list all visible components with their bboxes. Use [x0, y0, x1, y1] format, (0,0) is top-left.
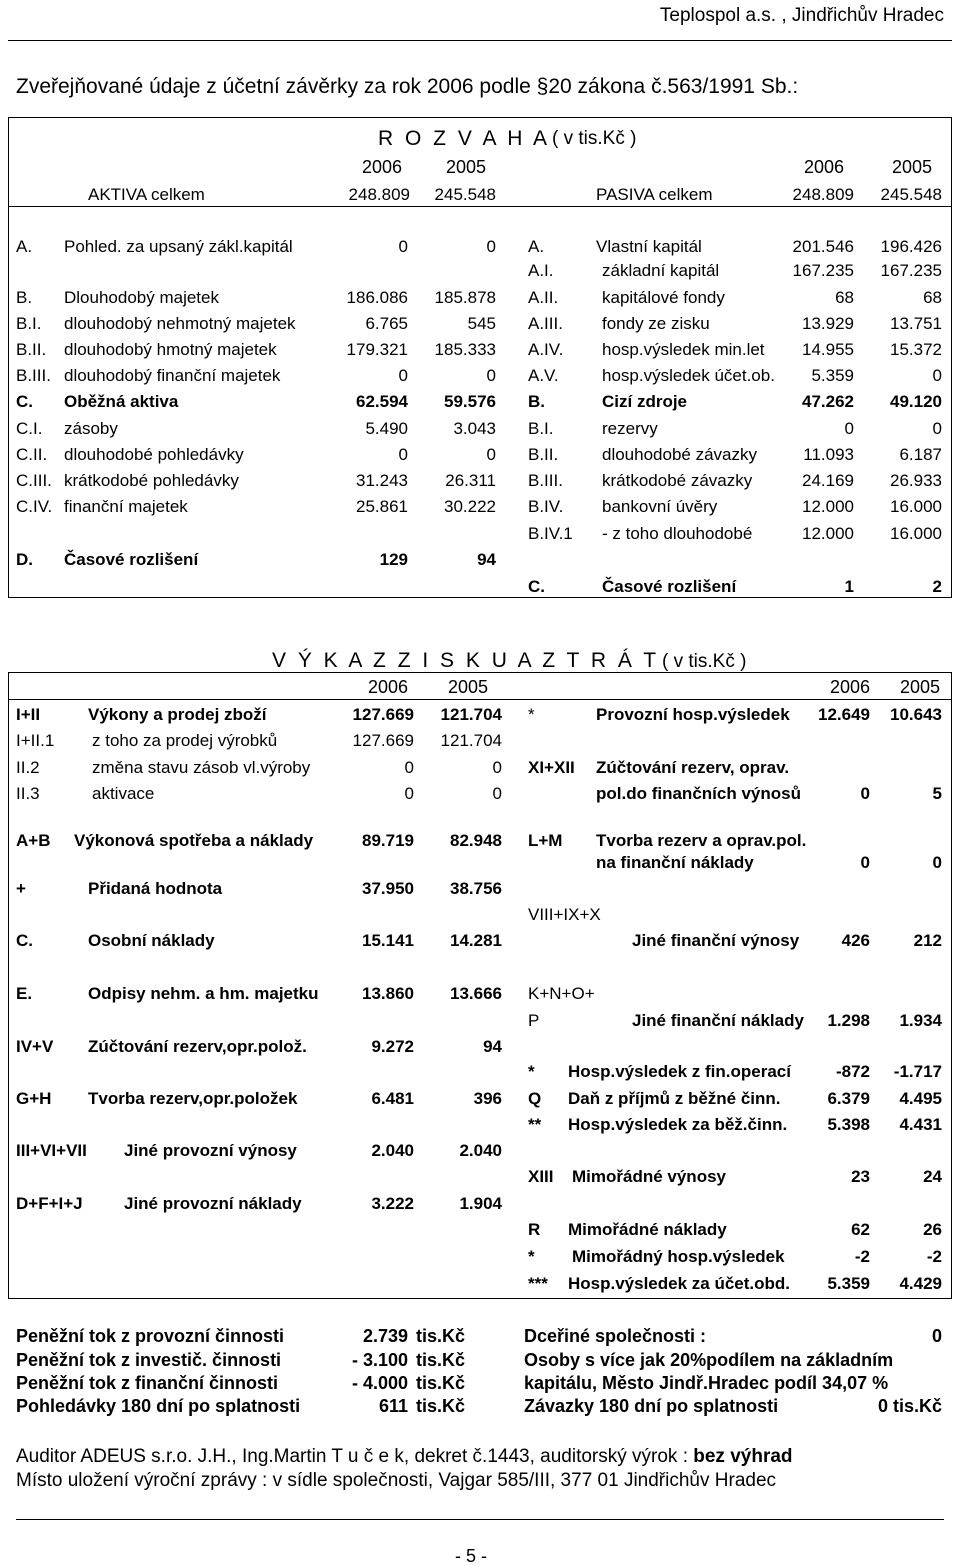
asset-value-2005: 185.878: [434, 288, 496, 307]
pl-right-code: Q: [528, 1089, 542, 1108]
asset-code: C.: [16, 392, 33, 411]
liability-label: hosp.výsledek účet.ob.: [602, 366, 775, 385]
asset-value-2006: 0: [398, 237, 408, 256]
vzz-year-2006-left: 2006: [367, 677, 408, 697]
liability-code: C.: [528, 577, 545, 596]
rozvaha-heading: R O Z V A H A: [378, 127, 551, 150]
asset-label: Dlouhodobý majetek: [64, 288, 219, 307]
pl-right-code: K+N+O+: [528, 984, 595, 1003]
pl-code: I+II: [16, 705, 41, 724]
pl-right-value-2006: 12.649: [818, 705, 870, 724]
asset-value-2006: 179.321: [346, 340, 408, 359]
asset-label: Pohled. za upsaný zákl.kapitál: [64, 237, 293, 256]
owners-line2: kapitálu, Město Jindř.Hradec podíl 34,07 %: [524, 1373, 889, 1393]
liability-value-2005: 13.751: [890, 314, 942, 333]
pl-right-code: XI+XII: [528, 758, 575, 777]
liability-code: A.V.: [528, 366, 559, 385]
pl-right-code: L+M: [528, 831, 563, 850]
pl-right-value-2006: 0: [860, 853, 870, 872]
asset-code: B.I.: [16, 314, 42, 333]
asset-label: dlouhodobý finanční majetek: [64, 366, 281, 385]
pl-right-code: *: [528, 705, 535, 724]
pl-right-value-2006: 23: [851, 1167, 870, 1186]
pl-label: Jiné provozní náklady: [124, 1194, 302, 1213]
asset-value-2006: 62.594: [356, 392, 408, 411]
vzz-year-2005-left: 2005: [447, 677, 488, 697]
asset-value-2005: 185.333: [434, 340, 496, 359]
asset-label: finanční majetek: [64, 497, 188, 516]
pl-right-value-2005: 1.934: [899, 1011, 942, 1030]
pl-value-2005: 0: [492, 784, 502, 803]
pl-value-2005: 0: [492, 758, 502, 777]
pl-right-label: na finanční náklady: [596, 853, 754, 872]
liability-code: B.I.: [528, 419, 554, 438]
subsidiaries-value: 0: [931, 1326, 942, 1346]
asset-value-2005: 30.222: [444, 497, 496, 516]
vzz-top-rule: [8, 672, 952, 673]
liability-value-2005: 0: [932, 366, 942, 385]
pl-value-2005: 94: [483, 1037, 502, 1056]
cashflow-unit: tis.Kč: [416, 1373, 466, 1393]
pl-right-code: XIII: [528, 1167, 554, 1186]
vzz-left-border: [8, 672, 9, 1298]
asset-value-2005: 26.311: [445, 471, 496, 490]
pl-value-2006: 13.860: [362, 984, 414, 1003]
pl-code: II.3: [16, 784, 40, 803]
pl-right-value-2005: -1.717: [893, 1062, 942, 1081]
pl-right-value-2006: -2: [854, 1247, 870, 1266]
pl-label: Jiné provozní výnosy: [124, 1141, 297, 1160]
pl-value-2006: 6.481: [371, 1089, 414, 1108]
pl-code: +: [16, 879, 26, 898]
pl-value-2005: 396: [473, 1089, 502, 1108]
document-title: Zveřejňované údaje z účetní závěrky za rok 2006 podle §20 zákona č.563/1991 Sb.:: [16, 75, 799, 98]
asset-value-2005: 94: [477, 550, 496, 569]
cashflow-value: 2.739: [362, 1326, 408, 1346]
rozvaha-right-border: [951, 117, 952, 597]
liability-value-2005: 26.933: [890, 471, 942, 490]
pl-right-label: Jiné finanční náklady: [632, 1011, 804, 1030]
pl-right-value-2006: 5.359: [827, 1274, 870, 1293]
pl-value-2006: 0: [404, 784, 414, 803]
pl-right-code: ***: [528, 1274, 548, 1293]
pl-value-2005: 121.704: [440, 705, 502, 724]
asset-label: krátkodobé pohledávky: [64, 471, 239, 490]
pl-value-2005: 121.704: [440, 731, 502, 750]
subsidiaries-label: Dceřiné společnosti :: [524, 1326, 707, 1346]
liability-value-2006: 5.359: [811, 366, 854, 385]
pl-code: G+H: [16, 1089, 52, 1108]
pl-right-label: Provozní hosp.výsledek: [596, 705, 790, 724]
pl-right-label: Daň z příjmů z běžné činn.: [568, 1089, 781, 1108]
liability-label: Cizí zdroje: [602, 392, 688, 411]
pl-value-2006: 89.719: [362, 831, 414, 850]
pl-right-label: Hosp.výsledek za účet.obd.: [568, 1274, 791, 1293]
pl-right-value-2005: 4.495: [899, 1089, 942, 1108]
liability-label: bankovní úvěry: [602, 497, 718, 516]
liability-code: B.IV.1: [528, 524, 573, 543]
pl-label: aktivace: [92, 784, 155, 803]
asset-value-2005: 0: [486, 237, 496, 256]
pl-right-value-2006: 5.398: [827, 1115, 870, 1134]
liability-value-2006: 47.262: [802, 392, 854, 411]
liability-label: - z toho dlouhodobé: [602, 524, 753, 543]
pl-right-value-2006: 6.379: [827, 1089, 870, 1108]
asset-label: zásoby: [64, 419, 118, 438]
pl-right-label: Jiné finanční výnosy: [632, 931, 800, 950]
footer-rule: [16, 1519, 944, 1520]
aktiva-total-2005: 245.548: [434, 185, 496, 204]
pl-right-value-2005: 212: [913, 931, 942, 950]
pl-label: Zúčtování rezerv,opr.polož.: [88, 1037, 307, 1056]
aktiva-total-2006: 248.809: [348, 185, 410, 204]
asset-code: A.: [16, 237, 33, 256]
pl-value-2005: 13.666: [450, 984, 502, 1003]
liability-value-2005: 2: [932, 577, 942, 596]
asset-label: Časové rozlišení: [64, 550, 199, 569]
liability-code: B.IV.: [528, 497, 564, 516]
liability-label: kapitálové fondy: [602, 288, 725, 307]
liability-label: Časové rozlišení: [602, 577, 737, 596]
pl-value-2006: 9.272: [371, 1037, 414, 1056]
pl-right-code: *: [528, 1062, 535, 1081]
liability-label: rezervy: [602, 419, 658, 438]
liability-code: A.IV.: [528, 340, 564, 359]
rozvaha-year-2005-right: 2005: [891, 157, 932, 177]
rozvaha-unit: ( v tis.Kč ): [552, 128, 637, 149]
asset-code: C.IV.: [16, 497, 53, 516]
vzz-unit: ( v tis.Kč ): [662, 651, 747, 672]
pl-right-value-2005: 5: [932, 784, 942, 803]
pl-value-2006: 0: [404, 758, 414, 777]
pl-value-2006: 127.669: [352, 731, 414, 750]
pl-label: Osobní náklady: [88, 931, 215, 950]
pl-label: Tvorba rezerv,opr.položek: [88, 1089, 298, 1108]
liability-code: B.III.: [528, 471, 563, 490]
asset-code: C.III.: [16, 471, 52, 490]
vzz-right-border: [951, 672, 952, 1298]
asset-label: Oběžná aktiva: [64, 392, 179, 411]
pl-right-label: Mimořádné náklady: [568, 1220, 727, 1239]
liability-value-2005: 16.000: [890, 497, 942, 516]
pasiva-total-label: PASIVA celkem: [596, 185, 713, 204]
liability-value-2005: 6.187: [899, 445, 942, 464]
asset-code: D.: [16, 550, 33, 569]
pl-label: z toho za prodej výrobků: [92, 731, 278, 750]
liability-label: dlouhodobé závazky: [602, 445, 758, 464]
liability-value-2006: 167.235: [792, 261, 854, 280]
asset-label: dlouhodobé pohledávky: [64, 445, 244, 464]
page-number: - 5 -: [455, 1546, 488, 1566]
asset-value-2006: 0: [398, 445, 408, 464]
asset-code: B.: [16, 288, 33, 307]
report-location: Místo uložení výroční zprávy : v sídle společnosti, Vajgar 585/III, 377 01 Jindřichův Hradec: [16, 1470, 777, 1491]
vzz-heading: V Ý K A Z Z I S K U A Z T R Á T: [272, 649, 660, 672]
liability-value-2005: 49.120: [890, 392, 942, 411]
liability-value-2006: 14.955: [802, 340, 854, 359]
pl-code: I+II.1: [16, 731, 55, 750]
pl-right-value-2005: 4.429: [899, 1274, 942, 1293]
cashflow-value: - 3.100: [351, 1350, 408, 1370]
pl-right-label: Hosp.výsledek za běž.činn.: [568, 1115, 788, 1134]
liability-value-2006: 1: [844, 577, 854, 596]
cashflow-label: Peněžní tok z investič. činnosti: [16, 1350, 282, 1370]
pl-right-value-2005: -2: [926, 1247, 942, 1266]
rozvaha-year-2005-left: 2005: [445, 157, 486, 177]
pl-code: E.: [16, 984, 33, 1003]
pl-label: Výkonová spotřeba a náklady: [74, 831, 314, 850]
pl-right-value-2005: 10.643: [890, 705, 942, 724]
pl-value-2005: 38.756: [450, 879, 502, 898]
liability-value-2006: 68: [835, 288, 854, 307]
pl-right-value-2005: 0: [932, 853, 942, 872]
liability-label: hosp.výsledek min.let: [602, 340, 765, 359]
rozvaha-bottom-rule: [8, 597, 952, 598]
pl-value-2006: 15.141: [362, 931, 414, 950]
pl-right-label: Mimořádný hosp.výsledek: [572, 1247, 785, 1266]
liability-code: A.I.: [528, 261, 554, 280]
pasiva-total-2005: 245.548: [880, 185, 942, 204]
pl-right-value-2006: 426: [841, 931, 870, 950]
cashflow-unit: tis.Kč: [416, 1396, 466, 1416]
vzz-year-2005-right: 2005: [899, 677, 940, 697]
pl-code: IV+V: [16, 1037, 54, 1056]
auditor-verdict: bez výhrad: [693, 1446, 793, 1467]
asset-code: C.I.: [16, 419, 43, 438]
aktiva-total-label: AKTIVA celkem: [88, 185, 205, 204]
cashflow-label: Pohledávky 180 dní po splatnosti: [16, 1396, 301, 1416]
liability-value-2005: 68: [923, 288, 942, 307]
pl-right-value-2005: 4.431: [899, 1115, 942, 1134]
liability-value-2006: 201.546: [792, 237, 854, 256]
asset-code: C.II.: [16, 445, 48, 464]
pl-right-value-2006: -872: [835, 1062, 870, 1081]
pl-right-value-2005: 24: [923, 1167, 942, 1186]
liability-value-2005: 196.426: [880, 237, 942, 256]
asset-label: dlouhodobý hmotný majetek: [64, 340, 277, 359]
pl-code: D+F+I+J: [16, 1194, 83, 1213]
asset-value-2005: 0: [486, 366, 496, 385]
pl-label: Odpisy nehm. a hm. majetku: [88, 984, 319, 1003]
pl-right-value-2005: 26: [923, 1220, 942, 1239]
pl-value-2006: 37.950: [362, 879, 414, 898]
pl-value-2005: 14.281: [450, 931, 502, 950]
liability-code: B.II.: [528, 445, 559, 464]
pl-label: Výkony a prodej zboží: [88, 705, 267, 724]
asset-value-2006: 0: [398, 366, 408, 385]
liability-label: fondy ze zisku: [602, 314, 710, 333]
liability-value-2006: 12.000: [802, 497, 854, 516]
pl-right-label: Hosp.výsledek z fin.operací: [568, 1062, 791, 1081]
asset-value-2005: 3.043: [453, 419, 496, 438]
cashflow-label: Peněžní tok z provozní činnosti: [16, 1326, 285, 1346]
liability-value-2006: 24.169: [802, 471, 854, 490]
cashflow-unit: tis.Kč: [416, 1350, 466, 1370]
pl-value-2005: 82.948: [450, 831, 502, 850]
pl-code: III+VI+VII: [16, 1141, 87, 1160]
company-header: Teplospol a.s. , Jindřichův Hradec: [659, 5, 944, 26]
cashflow-value: - 4.000: [351, 1373, 408, 1393]
liability-label: základní kapitál: [602, 261, 720, 280]
payables-value: 0 tis.Kč: [877, 1396, 942, 1416]
pasiva-total-2006: 248.809: [792, 185, 854, 204]
asset-value-2006: 25.861: [356, 497, 408, 516]
auditor-line: [16, 1447, 793, 1466]
liability-code: B.: [528, 392, 545, 411]
asset-value-2005: 545: [467, 314, 496, 333]
asset-code: B.III.: [16, 366, 51, 385]
pl-code: C.: [16, 931, 33, 950]
asset-value-2006: 31.243: [356, 471, 408, 490]
liability-value-2005: 167.235: [880, 261, 942, 280]
cashflow-unit: tis.Kč: [416, 1326, 466, 1346]
liability-code: A.III.: [528, 314, 563, 333]
liability-value-2006: 11.093: [803, 445, 854, 464]
liability-value-2005: 16.000: [890, 524, 942, 543]
pl-value-2005: 2.040: [459, 1141, 502, 1160]
cashflow-label: Peněžní tok z finanční činnosti: [16, 1373, 279, 1393]
pl-value-2006: 127.669: [352, 705, 414, 724]
pl-right-value-2006: 0: [860, 784, 870, 803]
liability-label: Vlastní kapitál: [596, 237, 702, 256]
pl-code: II.2: [16, 758, 40, 777]
rozvaha-left-border: [8, 117, 9, 597]
header-rule: [8, 40, 952, 41]
rozvaha-header-rule: [8, 206, 952, 207]
pl-right-code: **: [528, 1115, 542, 1134]
rozvaha-year-2006-left: 2006: [361, 157, 402, 177]
asset-value-2006: 186.086: [346, 288, 408, 307]
pl-value-2006: 3.222: [371, 1194, 414, 1213]
liability-value-2005: 0: [932, 419, 942, 438]
pl-code: A+B: [16, 831, 51, 850]
payables-label: Závazky 180 dní po splatnosti: [524, 1396, 779, 1416]
asset-value-2006: 129: [379, 550, 408, 569]
pl-right-label: pol.do finančních výnosů: [596, 784, 801, 803]
pl-right-code: *: [528, 1247, 535, 1266]
pl-right-label: Tvorba rezerv a oprav.pol.: [596, 831, 807, 850]
vzz-bottom-rule: [8, 1298, 952, 1299]
pl-right-code: VIII+IX+X: [528, 905, 601, 924]
liability-value-2005: 15.372: [890, 340, 942, 359]
pl-label: Přidaná hodnota: [88, 879, 223, 898]
liability-value-2006: 13.929: [802, 314, 854, 333]
pl-value-2006: 2.040: [371, 1141, 414, 1160]
asset-value-2005: 0: [486, 445, 496, 464]
pl-value-2005: 1.904: [459, 1194, 502, 1213]
cashflow-value: 611: [378, 1396, 408, 1416]
liability-value-2006: 12.000: [802, 524, 854, 543]
vzz-header-rule: [8, 699, 952, 700]
auditor-text: Auditor ADEUS s.r.o. J.H., Ing.Martin T u č e k, dekret č.1443, auditorský výrok :: [16, 1446, 694, 1467]
pl-right-value-2006: 62: [851, 1220, 870, 1239]
pl-right-value-2006: 1.298: [827, 1011, 870, 1030]
liability-label: krátkodobé závazky: [602, 471, 753, 490]
pl-right-label: Zúčtování rezerv, oprav.: [596, 758, 790, 777]
asset-code: B.II.: [16, 340, 47, 359]
pl-right-label: Mimořádné výnosy: [572, 1167, 726, 1186]
liability-value-2006: 0: [844, 419, 854, 438]
asset-value-2006: 6.765: [365, 314, 408, 333]
asset-value-2005: 59.576: [444, 392, 496, 411]
liability-code: A.II.: [528, 288, 559, 307]
asset-label: dlouhodobý nehmotný majetek: [64, 314, 296, 333]
pl-right-code: P: [528, 1011, 540, 1030]
liability-code: A.: [528, 237, 545, 256]
pl-label: změna stavu zásob vl.výroby: [92, 758, 311, 777]
pl-right-code: R: [528, 1220, 541, 1239]
vzz-year-2006-right: 2006: [829, 677, 870, 697]
asset-value-2006: 5.490: [365, 419, 408, 438]
owners-line1: Osoby s více jak 20%podílem na základním: [524, 1350, 894, 1370]
rozvaha-top-rule: [8, 117, 952, 118]
rozvaha-year-2006-right: 2006: [803, 157, 844, 177]
